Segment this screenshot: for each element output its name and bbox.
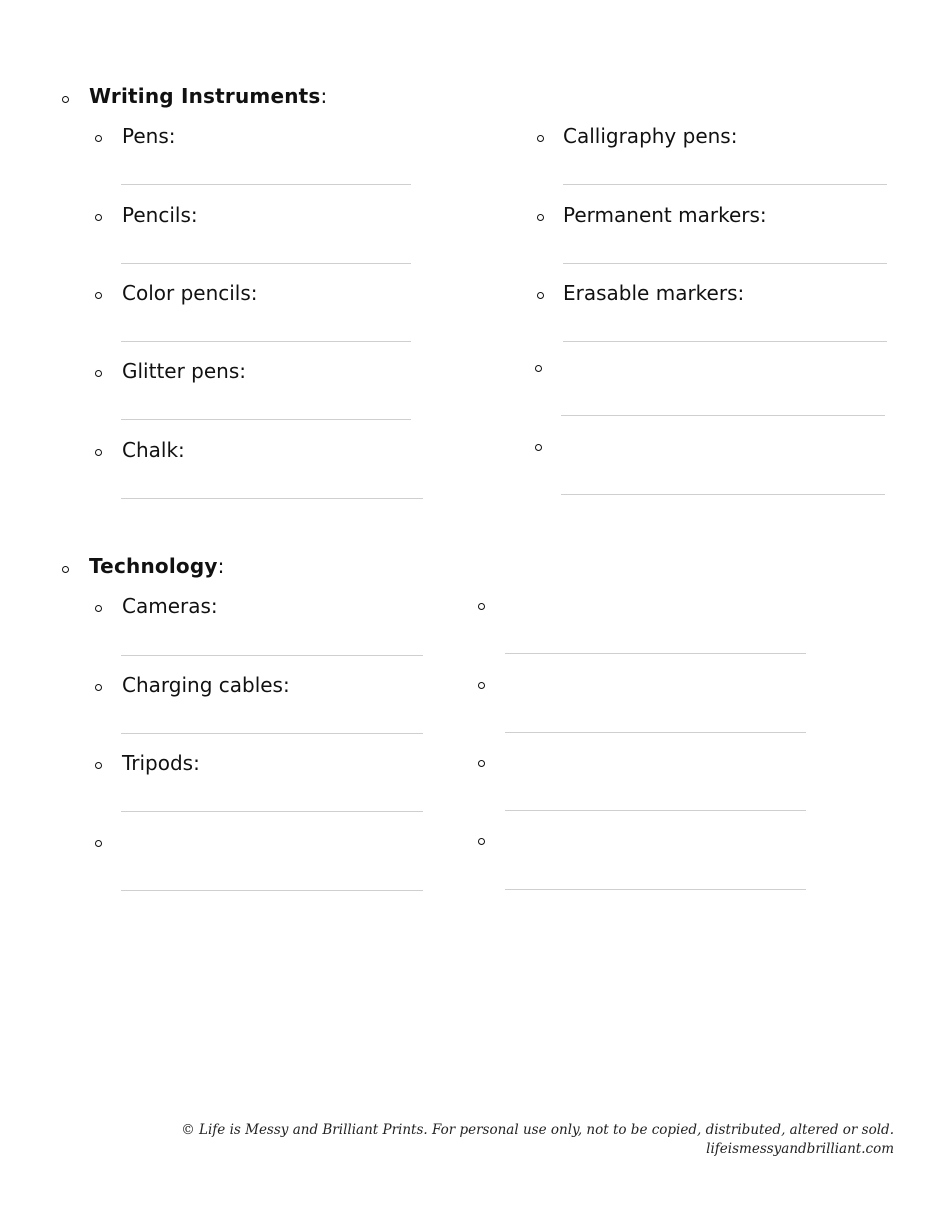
section-bullet-icon	[62, 566, 69, 573]
item-label-calligraphy-pens: Calligraphy pens:	[563, 124, 738, 148]
write-in-line[interactable]	[121, 890, 423, 891]
section-title-colon: :	[320, 84, 328, 108]
item-label-charging-cables: Charging cables:	[122, 673, 290, 697]
write-in-line[interactable]	[121, 655, 423, 656]
footer	[181, 1121, 894, 1159]
write-in-line[interactable]	[561, 415, 885, 416]
section-bullet-icon	[62, 96, 69, 103]
write-in-line[interactable]	[121, 341, 411, 342]
write-in-line[interactable]	[121, 263, 411, 264]
item-bullet-icon	[478, 760, 485, 767]
item-bullet-icon	[95, 840, 102, 847]
write-in-line[interactable]	[563, 341, 887, 342]
item-bullet-icon	[478, 682, 485, 689]
item-bullet-icon	[478, 603, 485, 610]
item-label-chalk: Chalk:	[122, 438, 185, 462]
section-title-colon: :	[217, 554, 225, 578]
write-in-line[interactable]	[121, 498, 423, 499]
item-bullet-icon	[95, 684, 102, 691]
item-bullet-icon	[537, 292, 544, 299]
item-label-pens: Pens:	[122, 124, 176, 148]
item-label-pencils: Pencils:	[122, 203, 198, 227]
write-in-line[interactable]	[561, 494, 885, 495]
item-bullet-icon	[95, 135, 102, 142]
write-in-line[interactable]	[505, 653, 806, 654]
item-label-cameras: Cameras:	[122, 594, 218, 618]
write-in-line[interactable]	[563, 263, 887, 264]
item-label-glitter-pens: Glitter pens:	[122, 359, 247, 383]
item-bullet-icon	[535, 444, 542, 451]
item-bullet-icon	[95, 214, 102, 221]
item-bullet-icon	[535, 365, 542, 372]
item-label-permanent-markers: Permanent markers:	[563, 203, 767, 227]
item-label-tripods: Tripods:	[122, 751, 200, 775]
item-bullet-icon	[95, 762, 102, 769]
write-in-line[interactable]	[505, 889, 806, 890]
item-bullet-icon	[95, 292, 102, 299]
section-title-writing-instruments	[89, 84, 327, 108]
item-bullet-icon	[95, 370, 102, 377]
write-in-line[interactable]	[121, 419, 411, 420]
footer-copyright: © Life is Messy and Brilliant Prints. For personal use only, not to be copied, distributed, altered or sold.	[181, 1122, 894, 1138]
write-in-line[interactable]	[121, 184, 411, 185]
item-label-color-pencils: Color pencils:	[122, 281, 258, 305]
write-in-line[interactable]	[505, 810, 806, 811]
footer-website: lifeismessyandbrilliant.com	[706, 1141, 894, 1157]
item-bullet-icon	[478, 838, 485, 845]
section-title-technology	[89, 554, 225, 578]
section-title-text: Technology	[89, 554, 218, 578]
section-title-text: Writing Instruments	[89, 84, 321, 108]
item-bullet-icon	[537, 214, 544, 221]
write-in-line[interactable]	[563, 184, 887, 185]
item-bullet-icon	[95, 449, 102, 456]
item-bullet-icon	[537, 135, 544, 142]
write-in-line[interactable]	[121, 733, 423, 734]
item-label-erasable-markers: Erasable markers:	[563, 281, 745, 305]
write-in-line[interactable]	[121, 811, 423, 812]
write-in-line[interactable]	[505, 732, 806, 733]
item-bullet-icon	[95, 605, 102, 612]
